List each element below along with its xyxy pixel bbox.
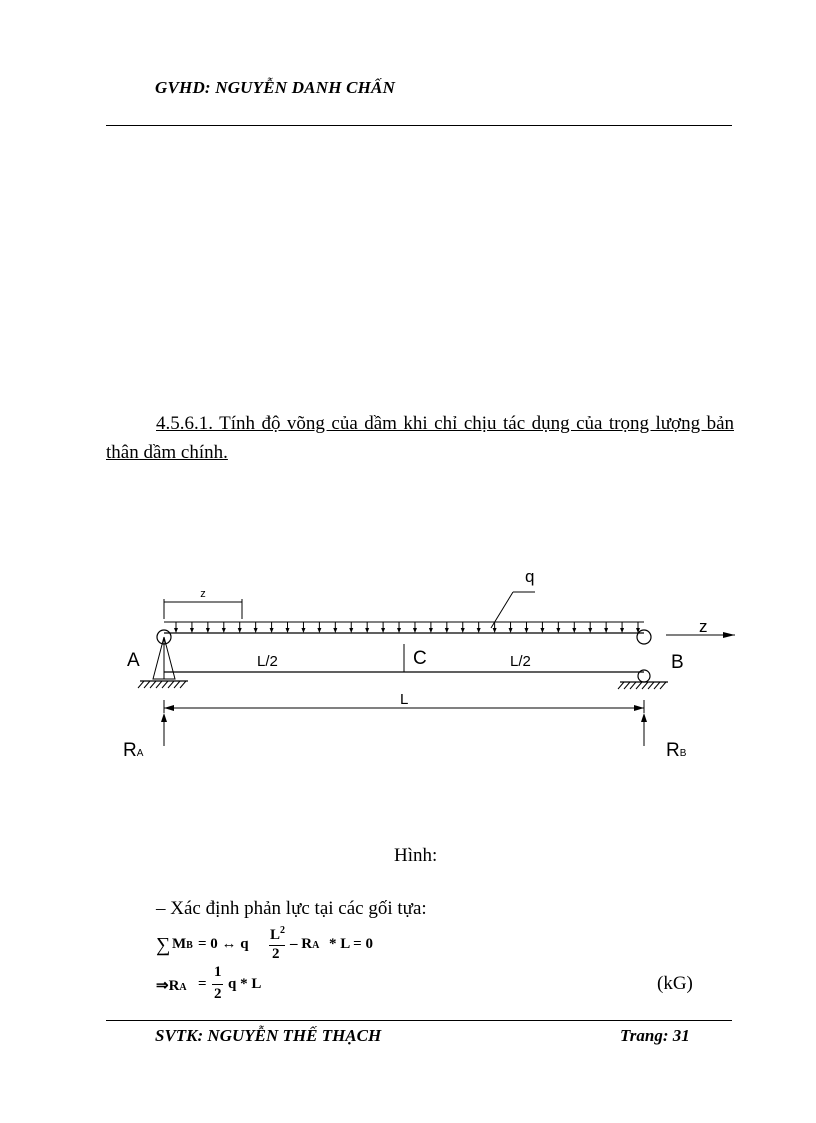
equation-moment-balance bbox=[156, 924, 456, 964]
eq2-tail: q * L bbox=[228, 976, 262, 992]
eq2-frac-denominator: 2 bbox=[214, 986, 222, 1002]
eq2-equals: = bbox=[198, 976, 207, 992]
load-arrow-head bbox=[206, 628, 210, 633]
load-arrow-head bbox=[493, 628, 497, 633]
eq1-lhs-rest: = 0 ↔ q bbox=[198, 936, 249, 952]
midpoint-label: C bbox=[413, 648, 427, 669]
eq1-frac-denominator: 2 bbox=[272, 946, 280, 962]
header-divider bbox=[106, 125, 732, 126]
half-span-right-label: L/2 bbox=[510, 653, 531, 670]
equation-reaction-a bbox=[156, 962, 456, 1008]
beam-diagram bbox=[110, 560, 750, 770]
load-arrow-head bbox=[349, 628, 353, 633]
segment-label: z bbox=[200, 588, 206, 600]
reaction-b-arrowhead bbox=[641, 713, 647, 722]
eq1-tail: * L = 0 bbox=[329, 936, 373, 952]
load-arrow-head bbox=[333, 628, 337, 633]
load-arrow-head bbox=[365, 628, 369, 633]
support-b-label: B bbox=[671, 652, 684, 673]
load-arrow-head bbox=[222, 628, 226, 633]
load-label: q bbox=[525, 567, 535, 586]
load-arrow-head bbox=[286, 628, 290, 633]
load-arrow-head bbox=[270, 628, 274, 633]
load-arrow-head bbox=[301, 628, 305, 633]
footer-student: SVTK: NGUYỄN THẾ THẠCH bbox=[155, 1026, 382, 1045]
unit-label: (kG) bbox=[657, 973, 693, 994]
load-arrow-head bbox=[540, 628, 544, 633]
footer-divider bbox=[106, 1020, 732, 1021]
span-arrow-right bbox=[634, 705, 644, 711]
load-arrow-head bbox=[524, 628, 528, 633]
half-span-left-label: L/2 bbox=[257, 653, 278, 670]
eq2-fraction-bar bbox=[212, 984, 223, 985]
eq1-moment: MB bbox=[172, 936, 193, 952]
axis-label: z bbox=[699, 617, 708, 636]
load-arrow-head bbox=[381, 628, 385, 633]
load-arrow-head bbox=[397, 628, 401, 633]
header-instructor: GVHD: NGUYỄN DANH CHẤN bbox=[155, 78, 396, 97]
reaction-a-label: RA bbox=[123, 740, 144, 761]
load-arrow-head bbox=[461, 628, 465, 633]
support-b-hatch bbox=[618, 682, 666, 689]
eq1-frac-numerator: $L^2$ bbox=[270, 925, 286, 943]
load-arrow-head bbox=[413, 628, 417, 633]
z-axis-arrowhead bbox=[723, 632, 735, 638]
load-arrow-head bbox=[604, 628, 608, 633]
load-arrow-head bbox=[190, 628, 194, 633]
footer-page-number: Trang: 31 bbox=[620, 1026, 690, 1045]
load-arrow-head bbox=[429, 628, 433, 633]
load-arrow-head bbox=[588, 628, 592, 633]
reactions-intro: – Xác định phản lực tại các gối tựa: bbox=[156, 898, 427, 919]
load-arrow-head bbox=[556, 628, 560, 633]
load-arrow-head bbox=[238, 628, 242, 633]
load-arrow-head bbox=[254, 628, 258, 633]
support-b-pin bbox=[637, 630, 651, 644]
figure-caption: Hình: bbox=[394, 845, 438, 866]
distributed-load-arrows bbox=[164, 622, 644, 633]
load-arrow-head bbox=[477, 628, 481, 633]
eq2-implies-r: ⇒RA bbox=[156, 978, 187, 994]
reaction-a-arrowhead bbox=[161, 713, 167, 722]
eq2-frac-numerator: 1 bbox=[214, 964, 222, 980]
load-leader-line bbox=[491, 592, 513, 628]
reaction-b-label: RB bbox=[666, 740, 687, 761]
span-label: L bbox=[400, 691, 409, 708]
support-a-label: A bbox=[127, 650, 140, 671]
load-arrow-head bbox=[572, 628, 576, 633]
section-heading: 4.5.6.1. Tính độ võng của dầm khi chỉ chịu tác dụng của trọng lượng bản thân dầm chính. bbox=[106, 413, 734, 463]
load-arrow-head bbox=[620, 628, 624, 633]
span-arrow-left bbox=[164, 705, 174, 711]
load-arrow-head bbox=[445, 628, 449, 633]
load-arrow-head bbox=[509, 628, 513, 633]
load-arrow-head bbox=[317, 628, 321, 633]
eq1-minus-r: – RA bbox=[290, 936, 320, 952]
eq1-sum-symbol: ∑ bbox=[156, 934, 171, 956]
load-arrow-head bbox=[174, 628, 178, 633]
support-a-hatch bbox=[138, 681, 186, 688]
